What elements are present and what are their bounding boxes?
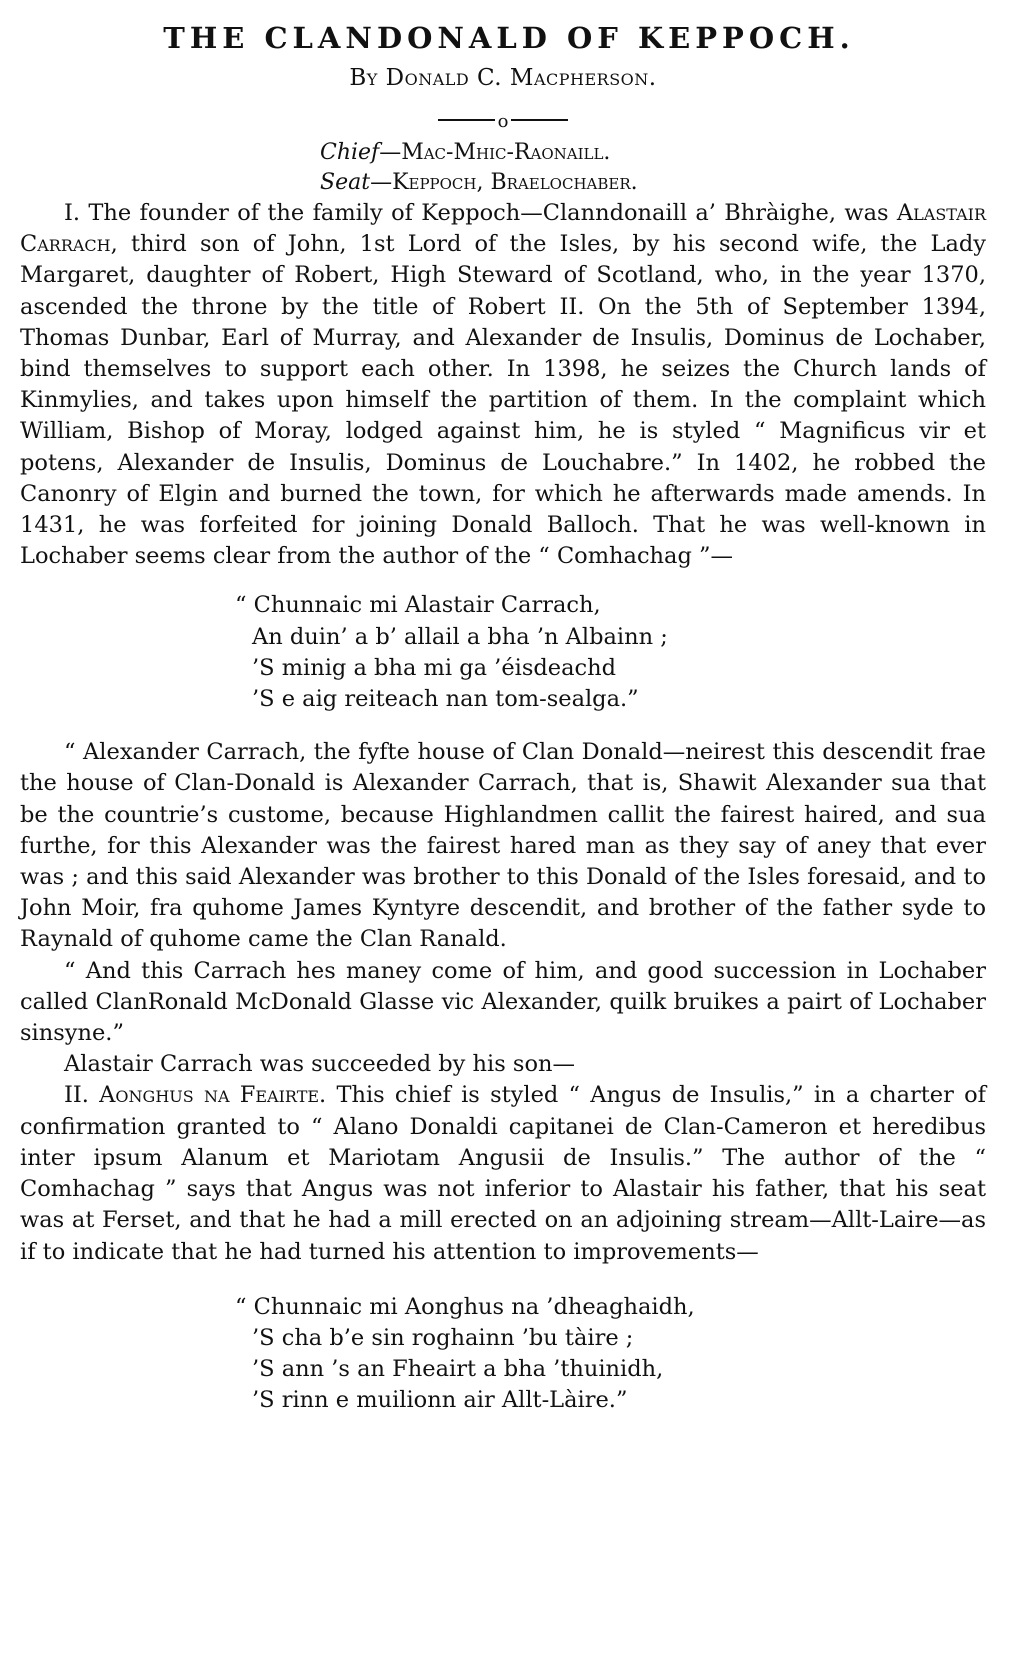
verse-one-line-4: ’S e aig reiteach nan tom-sealga.”: [252, 686, 639, 713]
verse-one-line-1: “ Chunnaic mi Alastair Carrach,: [235, 592, 601, 619]
seat-value: —Keppoch, Braelochaber.: [370, 170, 638, 195]
succession-paragraph: Alastair Carrach was succeeded by his son—: [64, 1051, 576, 1078]
verse-one-line-3: ’S minig a bha mi ga ’éisdeachd: [252, 654, 617, 681]
section-divider: [438, 111, 568, 132]
verse-two: [235, 1292, 986, 1417]
section-two-text: This chief is styled “ Angus de Insulis,” in a charter of confirmation granted to “ Alano Donaldi capitanei de Clan-Cameron et heredibus inter ipsum Alanum et Mariotam Angusii de Insulis.” The author of the “ Comhachag ” says that Angus was not inferior to Alastair his father, that his seat was at Ferset, and that he had a mill erected on an adjoining stream—Allt-Laire—as if to indicate that he had turned his attention to improvements—: [20, 1082, 986, 1265]
chief-label: Chief: [320, 140, 380, 165]
author-byline: By Donald C. Macpherson.: [349, 65, 657, 91]
verse-two-line-4: ’S rinn e muilionn air Allt-Làire.”: [252, 1387, 628, 1414]
section-one-text: , third son of John, 1st Lord of the Isles, by his second wife, the Lady Margaret, daughter of Robert, High Steward of Scotland, who, in the year 1370, ascended the throne by the title of Robert II. On the 5th of September 1394, Thomas Dunbar, Earl of Murray, and Alexander de Insulis, Dominus de Lochaber, bind themselves to support each other. In 1398, he seizes the Church lands of Kinmylies, and takes upon himself the partition of them. In the complaint which William, Bishop of Moray, lodged against him, he is styled “ Magnificus vir et potens, Alexander de Insulis, Dominus de Louchabre.” In 1402, he robbed the Canonry of Elgin and burned the town, for which he afterwards made amends. In 1431, he was forfeited for joining Donald Balloch. That he was well-known in Lochaber seems clear from the author of the “ Comhachag ”—: [20, 231, 986, 570]
verse-one: [235, 590, 986, 715]
section-two-paragraph: [20, 1080, 986, 1267]
section-one-numeral: I.: [64, 200, 81, 226]
quote-two-paragraph: “ And this Carrach hes maney come of him, and good succession in Lochaber called ClanRonald McDonald Glasse vic Alexander, quilk bruikes a pairt of Lochaber sinsyne.”: [20, 957, 986, 1047]
verse-two-line-3: ’S ann ’s an Fheairt a bha ’thuinidh,: [252, 1356, 664, 1383]
verse-two-line-2: ’S cha b’e sin roghainn ’bu tàire ;: [252, 1324, 634, 1351]
section-one-lead: The founder of the family of Keppoch—Clanndonaill a’ Bhràighe, was: [80, 200, 897, 226]
seat-label: Seat: [320, 170, 371, 195]
verse-one-line-2: An duin’ a b’ allail a bha ’n Albainn ;: [252, 623, 668, 650]
divider-mark: o: [495, 111, 512, 132]
section-one-chief-name: Alastair Carrach: [20, 200, 986, 258]
article-title: THE CLANDONALD OF KEPPOCH.: [163, 21, 855, 55]
section-two-numeral: II.: [64, 1082, 89, 1109]
quote-one-paragraph: “ Alexander Carrach, the fyfte house of Clan Donald—neirest this descendit frae the house of Clan-Donald is Alexander Carrach, that is, Shawit Alexander sua that be the countrie’s custome, because Highlandmen callit the fairest haired, and sua furthe, for this Alexander was the fairest hared man as they say of aney that ever was ; and this said Alexander was brother to this Donald of the Isles foresaid, and to John Moir, fra quhome James Kyntyre descendit, and brother of the father syde to Raynald of quhome came the Clan Ranald.: [20, 739, 986, 953]
verse-two-line-1: “ Chunnaic mi Aonghus na ’dheaghaidh,: [235, 1293, 695, 1320]
section-two-chief-name: Aonghus na Feairte.: [88, 1082, 327, 1109]
chief-value: —Mac-Mhic-Raonaill.: [379, 140, 611, 165]
chief-line: [320, 138, 986, 168]
section-one-paragraph: [20, 198, 986, 572]
seat-line: [320, 168, 986, 198]
